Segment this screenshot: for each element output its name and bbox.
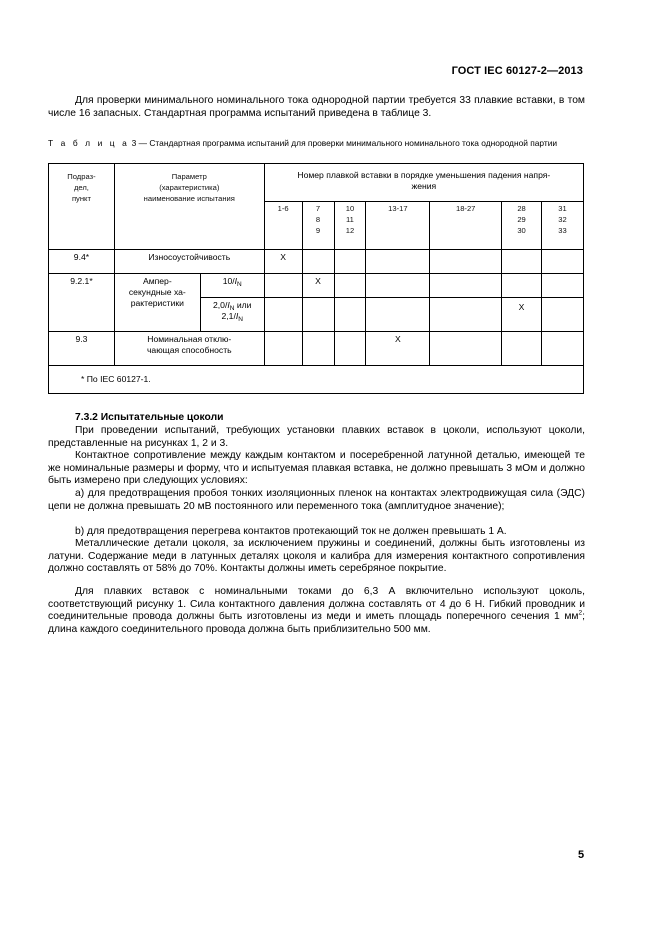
table-caption-label: Т а б л и ц а [48,138,130,148]
row-parameter: Номинальная отклю- чающая способность [114,332,264,366]
table-footnote: * По IEC 60127-1. [49,366,584,394]
group-1-6: 1-6 [264,202,302,250]
section-paragraph-5: Металлические детали цоколя, за исключением пружины и соединений, должны быть изготовлены из латуни. Содержание меди в латунных деталях цоколя и калибра для измерения контактного сопротивления должно составлять от 58% до 70%. Контакты должны иметь серебряное покрытие. [48,538,585,574]
section-heading: 7.3.2 Испытательные цоколи [75,412,224,423]
row-mark: X [502,298,542,332]
row-clause: 9.3 [49,332,115,366]
group-7-9: 7 8 9 [302,202,334,250]
section-paragraph-4: b) для предотвращения перегрева контактов протекающий ток не должен превышать 1 А. [75,526,507,537]
group-13-17: 13-17 [366,202,430,250]
row-subparameter: $2,0/I_N$ или $2,1/I_N$ [200,298,264,332]
section-paragraph-2: Контактное сопротивление между каждым контактом и посеребренной латунной деталью, имеющей те же номинальные размеры и форму, что и испытуемая плавкая вставка, не должно превышать 3 мОм и должно быть измерено при следующих условиях: [48,450,585,486]
table-caption [48,138,585,149]
row-clause: 9.2.1* [49,274,115,332]
row-mark: X [366,332,430,366]
section-paragraph-1: При проведении испытаний, требующих установки плавких вставок в цоколи, используют цоколи, представленные на рисунках 1, 2 и 3. [48,425,585,449]
intro-paragraph: Для проверки минимального номинального тока однородной партии требуется 33 плавкие вставки, в том числе 16 запасных. Стандартная программа испытаний приведена в таблице 3. [48,95,585,119]
table-caption-text: 3 — Стандартная программа испытаний для проверки минимального номинального тока однородной партии [129,138,558,148]
section-paragraph-3: а) для предотвращения пробоя тонких изоляционных пленок на контактах электродвижущая сила (ЭДС) цепи не должна превышать 20 мВ постоянного или переменного тока (амплитудное значение); [48,488,585,512]
header-clause: Подраз- дел, пункт [49,164,115,250]
row-mark: X [264,250,302,274]
group-31-33: 31 32 33 [542,202,584,250]
row-parameter: Ампер- секундные ха- рактеристики [114,274,200,332]
header-parameter: Параметр (характеристика) наименование испытания [114,164,264,250]
row-mark: X [302,274,334,298]
row-parameter: Износоустойчивость [114,250,264,274]
row-subparameter: $10/I_N$ [200,274,264,298]
group-28-30: 28 29 30 [502,202,542,250]
document-id-header: ГОСТ IEC 60127-2—2013 [451,65,583,77]
test-program-table [48,163,584,394]
section-paragraph-6: Для плавких вставок с номинальными токами до 6,3 А включительно используют цоколь, соответствующий рисунку 1. Сила контактного давления должна составлять от 4 до 6 Н. Гибкий проводник и соединительные провода должны быть изготовлены из меди и иметь площадь поперечного сечения 1 $мм^2$; длина каждого соединительного провода должна быть приблизительно 500 мм. [48,586,585,635]
row-clause: 9.4* [49,250,115,274]
group-10-12: 10 11 12 [334,202,366,250]
header-fuse-numbers: Номер плавкой вставки в порядке уменьшения падения напря- жения [264,164,583,202]
group-18-27: 18-27 [430,202,502,250]
page-number: 5 [578,849,585,861]
